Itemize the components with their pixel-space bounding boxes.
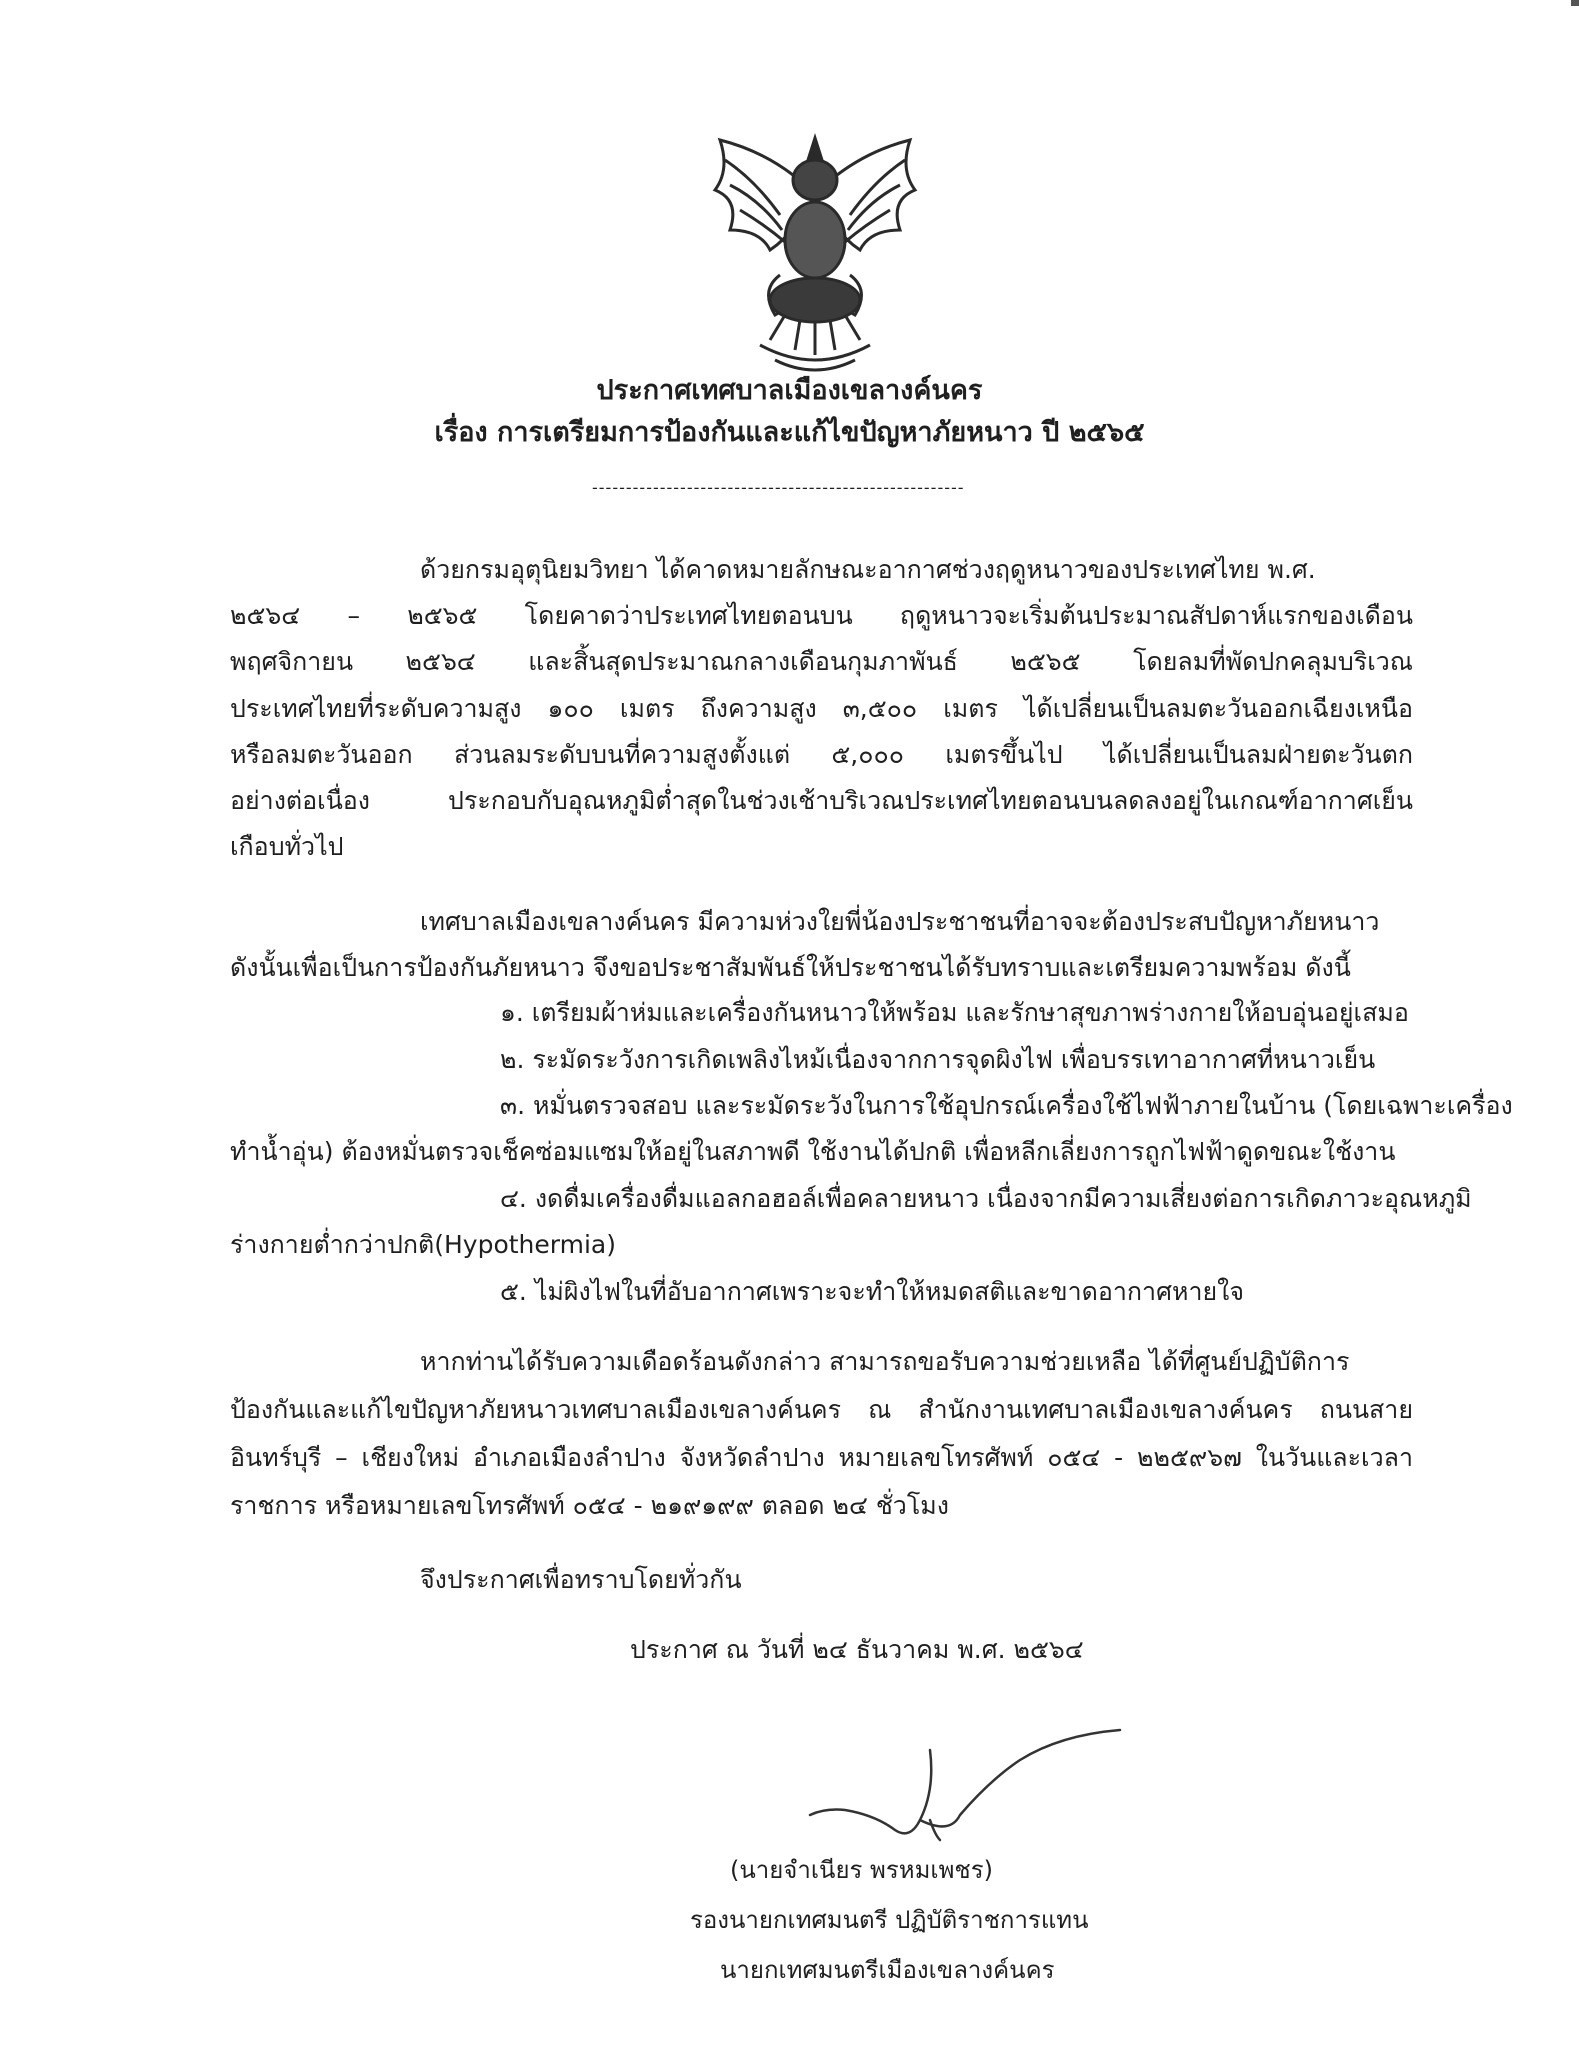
signatory-name: (นายจำเนียร พรหมเพชร) (730, 1856, 993, 1884)
list-item: ๓. หมั่นตรวจสอบ และระมัดระวังในการใช้อุปกรณ์เครื่องใช้ไฟฟ้าภายในบ้าน (โดยเฉพาะเครื่อง (500, 1091, 1513, 1120)
list-item: ทำน้ำอุ่น) ต้องหมั่นตรวจเช็คซ่อมแซมให้อยู่ในสภาพดี ใช้งานได้ปกติ เพื่อหลีกเลี่ยงการถูกไฟฟ้าดูดขณะใช้งาน (230, 1137, 1396, 1166)
announcement-date: ประกาศ ณ วันที่ ๒๔ ธันวาคม พ.ศ. ๒๕๖๔ (630, 1635, 1084, 1664)
list-item: ๑. เตรียมผ้าห่มและเครื่องกันหนาวให้พร้อม และรักษาสุขภาพร่างกายให้อบอุ่นอยู่เสมอ (500, 998, 1409, 1027)
announcement-title: ประกาศเทศบาลเมืองเขลางค์นคร (596, 375, 983, 406)
list-item: ๒. ระมัดระวังการเกิดเพลิงไหม้เนื่องจากการจุดผิงไฟ เพื่อบรรเทาอากาศที่หนาวเย็น (500, 1045, 1376, 1074)
announcement-subject: เรื่อง การเตรียมการป้องกันและแก้ไขปัญหาภัยหนาว ปี ๒๕๖๕ (434, 417, 1145, 448)
paragraph-line: ราชการ หรือหมายเลขโทรศัพท์ ๐๕๔ - ๒๑๙๑๙๙ ตลอด ๒๔ ชั่วโมง (230, 1491, 949, 1520)
paragraph-line: ดังนั้นเพื่อเป็นการป้องกันภัยหนาว จึงขอประชาสัมพันธ์ให้ประชาชนได้รับทราบและเตรียมความพร้อม ดังนี้ (230, 953, 1351, 982)
closing-line: จึงประกาศเพื่อทราบโดยทั่วกัน (420, 1565, 742, 1594)
paragraph-line: ด้วยกรมอุตุนิยมวิทยา ได้คาดหมายลักษณะอากาศช่วงฤดูหนาวของประเทศไทย พ.ศ. (420, 555, 1316, 584)
list-item: ๔. งดดื่มเครื่องดื่มแอลกอฮอล์เพื่อคลายหนาว เนื่องจากมีความเสี่ยงต่อการเกิดภาวะอุณหภูมิ (500, 1184, 1472, 1213)
paragraph-line: หากท่านได้รับความเดือดร้อนดังกล่าว สามารถขอรับความช่วยเหลือ ได้ที่ศูนย์ปฏิบัติการ (420, 1347, 1350, 1376)
paragraph-line: ๒๕๖๔ – ๒๕๖๕ โดยคาดว่าประเทศไทยตอนบน ฤดูหนาวจะเริ่มต้นประมาณสัปดาห์แรกของเดือน (230, 601, 1413, 630)
list-item: ร่างกายต่ำกว่าปกติ(Hypothermia) (230, 1230, 616, 1259)
paragraph-line: เกือบทั่วไป (230, 832, 344, 861)
list-item: ๕. ไม่ผิงไฟในที่อับอากาศเพราะจะทำให้หมดสติและขาดอากาศหายใจ (500, 1277, 1244, 1306)
paragraph-line: อย่างต่อเนื่อง ประกอบกับอุณหภูมิต่ำสุดในช่วงเช้าบริเวณประเทศไทยตอนบนลดลงอยู่ในเกณฑ์อากาศเย็น (230, 786, 1413, 815)
signatory-organization: นายกเทศมนตรีเมืองเขลางค์นคร (720, 1956, 1055, 1984)
paragraph-line: อินทร์บุรี – เชียงใหม่ อำเภอเมืองลำปาง จังหวัดลำปาง หมายเลขโทรศัพท์ ๐๕๔ - ๒๒๕๙๖๗ ในวันและเวลา (230, 1443, 1413, 1472)
paragraph-line: เทศบาลเมืองเขลางค์นคร มีความห่วงใยพี่น้องประชาชนที่อาจจะต้องประสบปัญหาภัยหนาว (420, 907, 1380, 936)
garuda-emblem-icon (700, 130, 930, 380)
paragraph-line: ประเทศไทยที่ระดับความสูง ๑๐๐ เมตร ถึงความสูง ๓,๕๐๐ เมตร ได้เปลี่ยนเป็นลมตะวันออกเฉียงเหนือ (230, 694, 1413, 723)
handwritten-signature (760, 1720, 1140, 1860)
paragraph-line: พฤศจิกายน ๒๕๖๔ และสิ้นสุดประมาณกลางเดือนกุมภาพันธ์ ๒๕๖๕ โดยลมที่พัดปกคลุมบริเวณ (230, 647, 1413, 676)
paragraph-line: หรือลมตะวันออก ส่วนลมระดับบนที่ความสูงตั้งแต่ ๕,๐๐๐ เมตรขึ้นไป ได้เปลี่ยนเป็นลมฝ่ายตะวันตก (230, 740, 1413, 769)
signatory-position: รองนายกเทศมนตรี ปฏิบัติราชการแทน (690, 1906, 1089, 1934)
scan-mark (1571, 0, 1579, 6)
separator-line: ------------------------------------------------------- (592, 478, 965, 497)
paragraph-line: ป้องกันและแก้ไขปัญหาภัยหนาวเทศบาลเมืองเขลางค์นคร ณ สำนักงานเทศบาลเมืองเขลางค์นคร ถนนสาย (230, 1395, 1413, 1424)
